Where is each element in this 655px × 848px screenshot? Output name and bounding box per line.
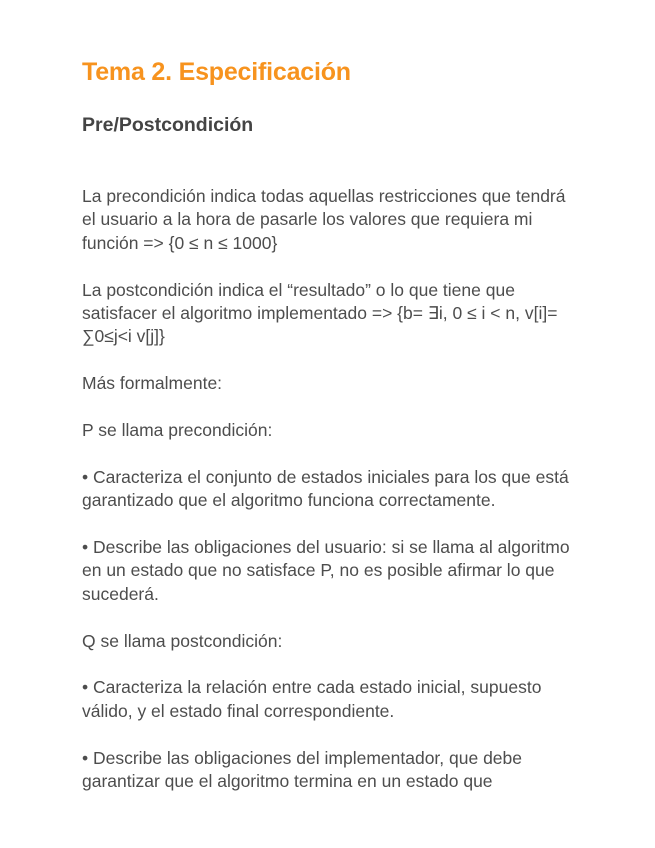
body-text (82, 185, 582, 817)
bullet-q-relation: • Caracteriza la relación entre cada estado inicial, supuesto válido, y el estado final correspondiente. (82, 677, 542, 721)
bullet-q-implementer-obligations: • Describe las obligaciones del implementador, que debe garantizar que el algoritmo termina en un estado que (82, 747, 523, 792)
bullet-p-initial-states: • Caracteriza el conjunto de estados iniciales para los que está garantizado que el algoritmo funciona correctamente. (82, 466, 569, 511)
section-heading: Pre/Postcondición (82, 114, 254, 136)
page-title: Tema 2. Especificación (82, 58, 351, 86)
paragraph-precondition-definition: La precondición indica todas aquellas restricciones que tendrá el usuario a la hora de pasarle los valores que requiera mi función => {0 ≤ n ≤ 1000} (82, 186, 566, 253)
paragraph-postcondition-definition: La postcondición indica el “resultado” o lo que tiene que satisfacer el algoritmo implementado => {b= ∃i, 0 ≤ i < n, v[i]= ∑0≤j<i v[j]} (82, 279, 558, 347)
paragraph-p-heading: P se llama precondición: (82, 420, 273, 441)
paragraph-formal-intro: Más formalmente: (82, 373, 223, 394)
paragraph-q-heading: Q se llama postcondición: (82, 630, 283, 651)
bullet-p-user-obligations: • Describe las obligaciones del usuario: si se llama al algoritmo en un estado que no satisface P, no es posible afirmar lo que sucederá. (82, 537, 570, 604)
